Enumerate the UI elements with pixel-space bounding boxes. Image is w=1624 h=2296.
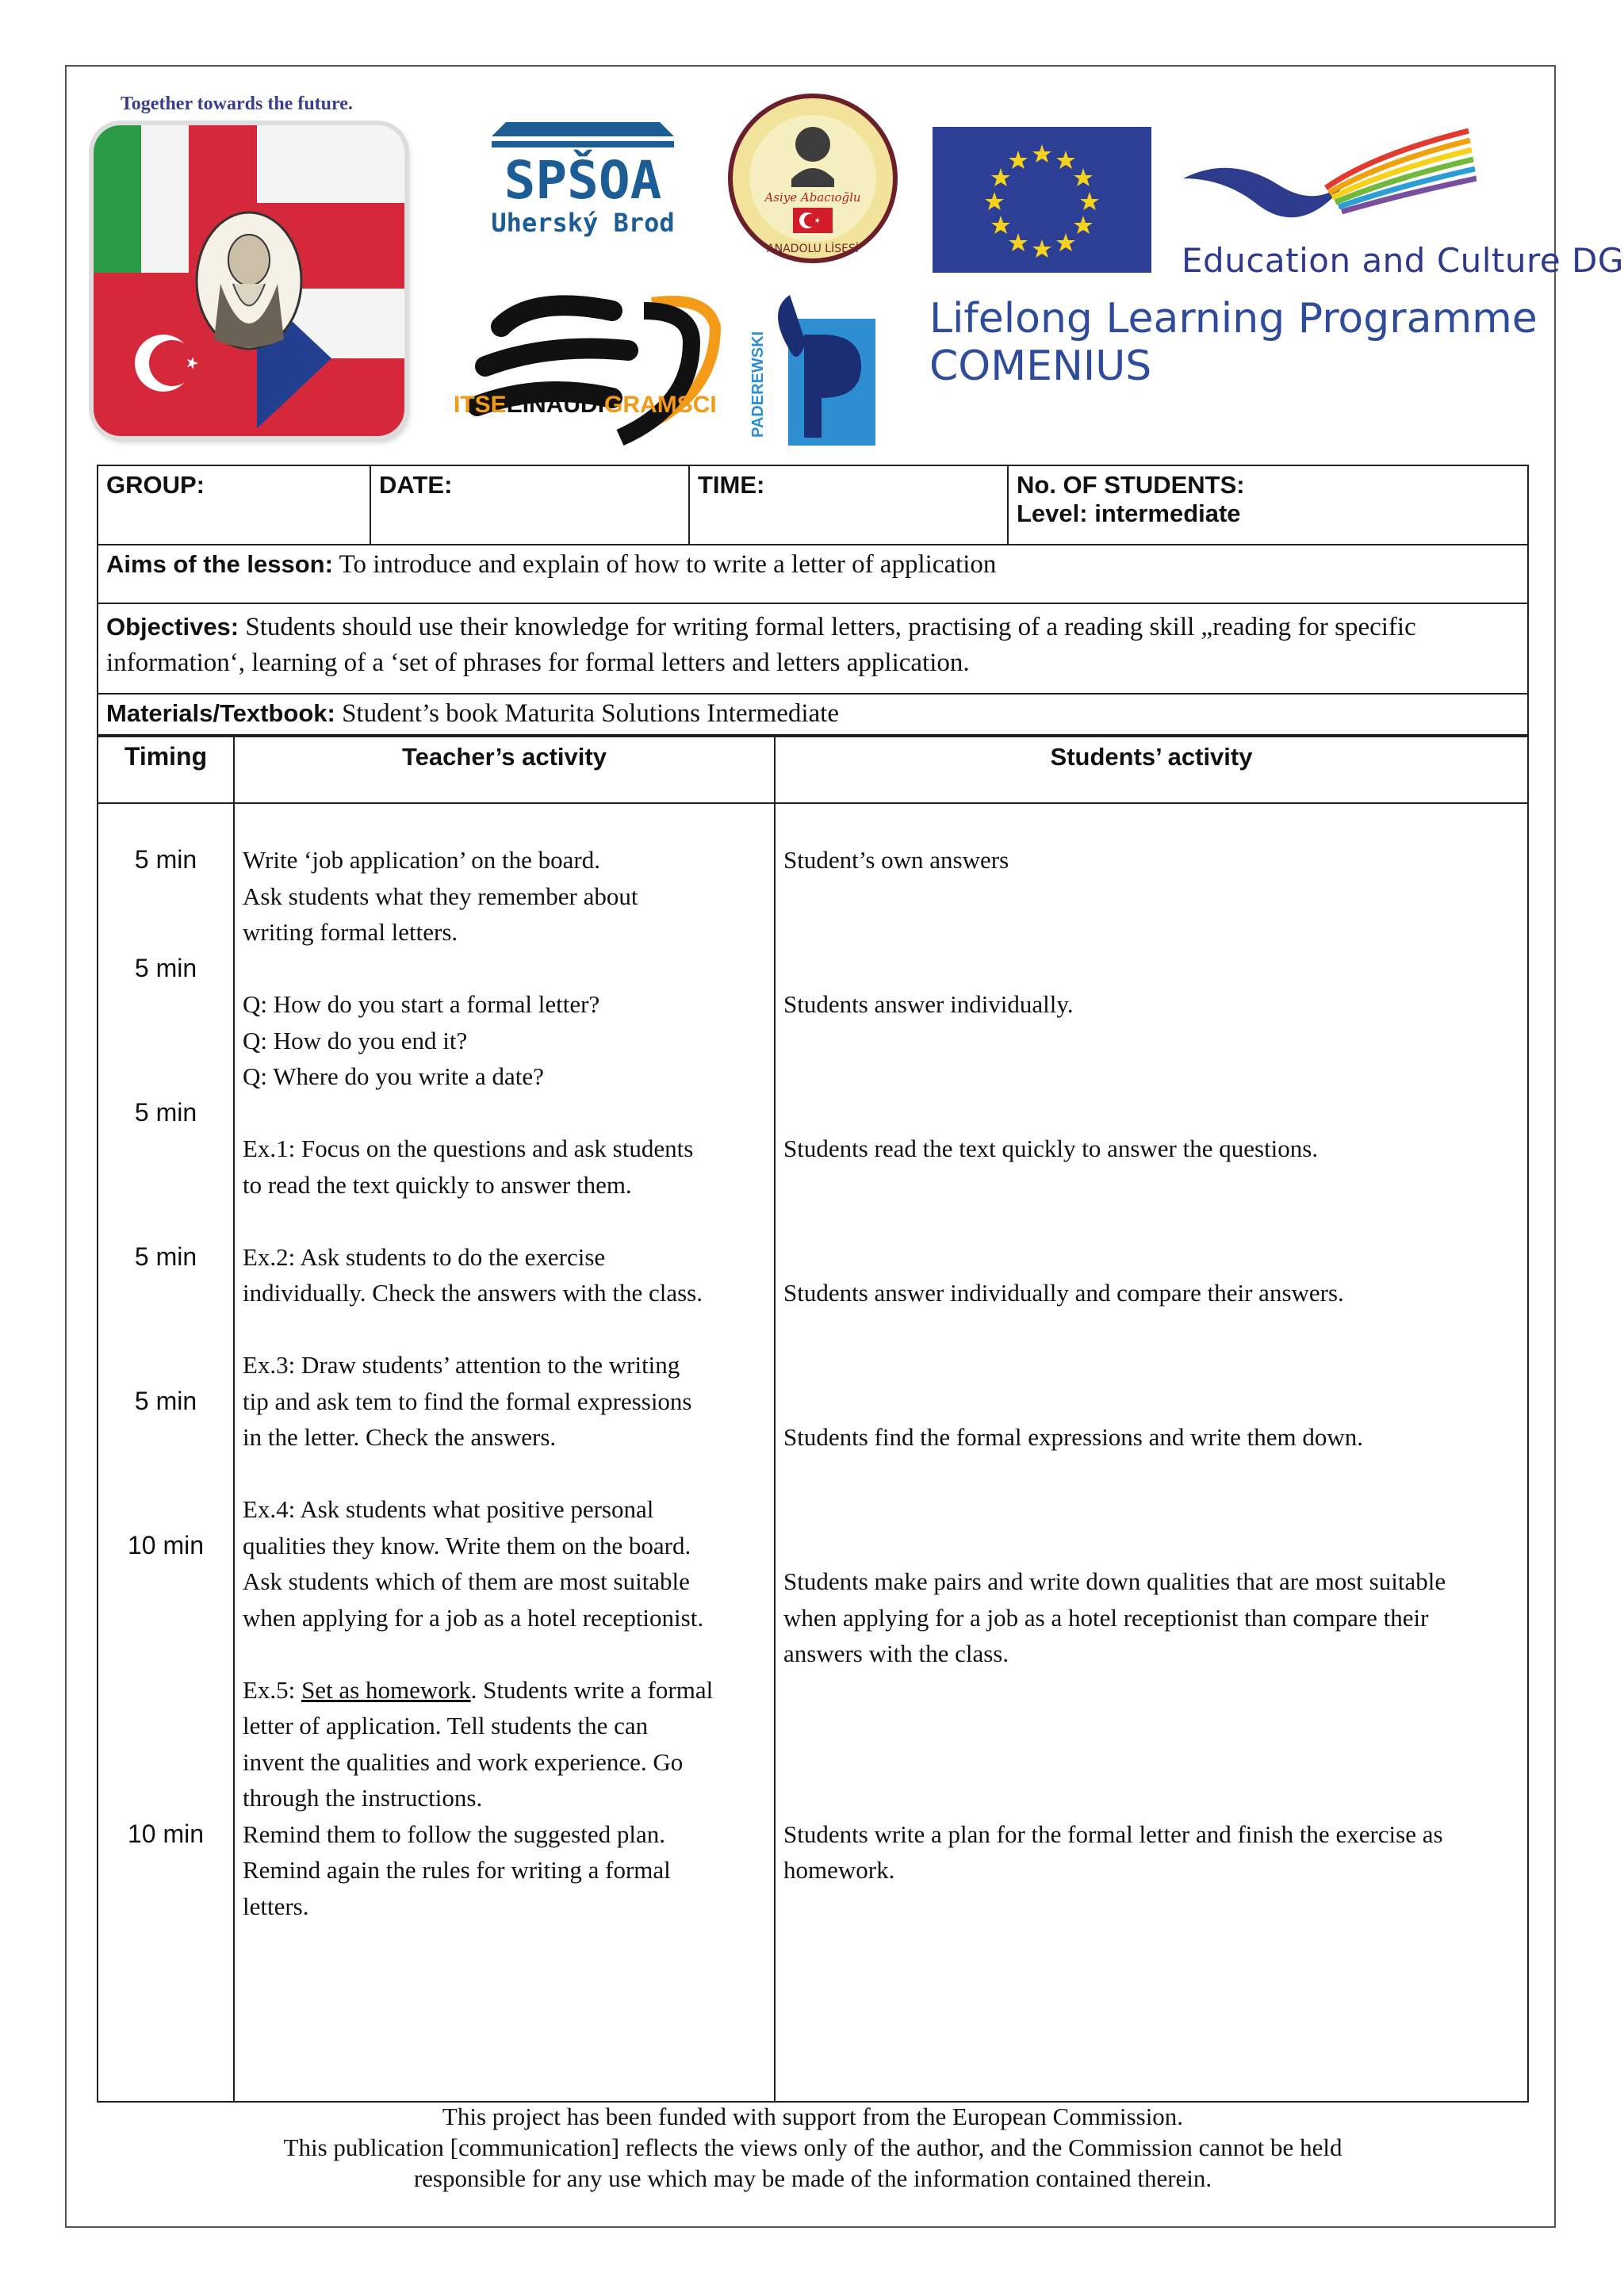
students-label: No. OF STUDENTS: bbox=[1017, 471, 1245, 499]
aims-row bbox=[98, 545, 1528, 603]
lesson-info-table bbox=[97, 465, 1529, 737]
time-cell bbox=[689, 465, 1008, 545]
student-line bbox=[783, 1058, 1519, 1095]
student-line bbox=[783, 914, 1519, 951]
student-line: Students write a plan for the formal letter and finish the exercise as bbox=[783, 1820, 1443, 1848]
student-line: Students answer individually and compare their answers. bbox=[783, 1279, 1344, 1307]
teacher-line bbox=[243, 1636, 766, 1672]
student-line bbox=[783, 878, 1519, 915]
lifelong-learning-bird-icon bbox=[1183, 123, 1477, 234]
teacher-line: invent the qualities and work experience. Go bbox=[243, 1747, 684, 1776]
teacher-line bbox=[243, 1456, 766, 1492]
student-line bbox=[783, 1383, 1519, 1420]
timing-line: 5 min bbox=[134, 1386, 197, 1415]
timing-line bbox=[106, 1203, 225, 1239]
teacher-line: letter of application. Tell students the can bbox=[243, 1712, 649, 1739]
teacher-lines bbox=[243, 842, 766, 1924]
svg-text:ITSEEINAUDIGRAMSCI bbox=[454, 392, 717, 418]
timing-line bbox=[106, 1600, 225, 1636]
group-label: GROUP: bbox=[106, 471, 205, 499]
teacher-header: Teacher’s activity bbox=[234, 735, 775, 803]
student-line bbox=[783, 1780, 1519, 1816]
teacher-line: Q: Where do you write a date? bbox=[243, 1062, 544, 1090]
teacher-line: individually. Check the answers with the class. bbox=[243, 1279, 703, 1307]
student-line bbox=[783, 1672, 1519, 1709]
teacher-line: Remind again the rules for writing a formal bbox=[243, 1856, 671, 1884]
teacher-line bbox=[243, 1095, 766, 1131]
teacher-line bbox=[243, 1311, 766, 1348]
footer-line-3: responsible for any use which may be made of the information contained therein. bbox=[413, 2164, 1212, 2192]
education-culture-dg: Education and Culture DG bbox=[1182, 241, 1624, 280]
date-cell bbox=[370, 465, 689, 545]
eg-name-1: ITSE bbox=[454, 392, 507, 418]
student-line bbox=[783, 1528, 1519, 1564]
student-line bbox=[783, 1095, 1519, 1131]
timing-column bbox=[98, 803, 234, 2102]
teacher-line: Remind them to follow the suggested plan. bbox=[243, 1820, 665, 1848]
eg-name-3: GRAMSCI bbox=[604, 392, 717, 418]
teacher-column bbox=[234, 803, 775, 2102]
timing-line bbox=[106, 1023, 225, 1059]
timing-line: 5 min bbox=[134, 953, 197, 982]
materials-text: Student’s book Maturita Solutions Intermediate bbox=[335, 699, 839, 728]
timing-line bbox=[106, 1347, 225, 1383]
timing-line bbox=[106, 1744, 225, 1781]
teacher-line: Ask students what they remember about bbox=[243, 882, 638, 910]
lesson-plan-table bbox=[97, 734, 1529, 2103]
student-line: Student’s own answers bbox=[783, 846, 1009, 874]
teacher-line: Write ‘job application’ on the board. bbox=[243, 846, 600, 874]
timing-line bbox=[106, 1672, 225, 1709]
teacher-line: to read the text quickly to answer them. bbox=[243, 1170, 632, 1199]
student-line: Students read the text quickly to answer the questions. bbox=[783, 1135, 1319, 1162]
teacher-line: Ex.4: Ask students what positive personal bbox=[243, 1495, 654, 1523]
student-line: when applying for a job as a hotel receptionist than compare their bbox=[783, 1603, 1429, 1632]
timing-line bbox=[106, 1780, 225, 1816]
timing-line bbox=[106, 1131, 225, 1167]
student-line: Students find the formal expressions and write them down. bbox=[783, 1423, 1363, 1451]
teacher-line: Ask students which of them are most suitable bbox=[243, 1567, 690, 1595]
spsoa-name: SPŠOA bbox=[504, 150, 662, 211]
teacher-line bbox=[243, 951, 766, 987]
aims-text: To introduce and explain of how to write a letter of application bbox=[332, 550, 997, 579]
footer-line-1: This project has been funded with support from the European Commission. bbox=[442, 2103, 1184, 2130]
teacher-line: qualities they know. Write them on the board. bbox=[243, 1531, 691, 1559]
level-text: Level: intermediate bbox=[1017, 499, 1241, 527]
timing-line bbox=[106, 914, 225, 951]
timing-line: 5 min bbox=[134, 1097, 197, 1127]
student-line bbox=[783, 1023, 1519, 1059]
einaudi-gramsci-logo bbox=[454, 279, 723, 455]
student-line bbox=[783, 1347, 1519, 1383]
teacher-line bbox=[243, 1203, 766, 1239]
funding-footer bbox=[97, 2101, 1529, 2194]
student-line: Students make pairs and write down qualities that are most suitable bbox=[783, 1567, 1446, 1595]
spsoa-logo bbox=[492, 105, 674, 241]
time-label: TIME: bbox=[698, 471, 765, 499]
student-line: Students answer individually. bbox=[783, 990, 1074, 1018]
ex5-homework: Set as homework bbox=[301, 1675, 471, 1704]
timing-line bbox=[106, 1311, 225, 1348]
objectives-label: Objectives: bbox=[106, 613, 239, 641]
teacher-line: Q: How do you end it? bbox=[243, 1026, 468, 1054]
aims-label: Aims of the lesson: bbox=[106, 550, 333, 578]
eg-name-2: EINAUDI bbox=[506, 392, 605, 418]
timing-line bbox=[106, 986, 225, 1023]
timing-line bbox=[106, 1563, 225, 1600]
timing-line bbox=[106, 1456, 225, 1492]
timing-line bbox=[106, 878, 225, 915]
objectives-text: Students should use their knowledge for writing formal letters, practising of a reading skill „reading for specific information‘, learning of a ‘set of phrases for formal letters and letters application. bbox=[106, 613, 1416, 677]
student-line: answers with the class. bbox=[783, 1640, 1009, 1667]
student-line bbox=[783, 951, 1519, 987]
timing-line: 5 min bbox=[134, 1242, 197, 1271]
timing-line bbox=[106, 1167, 225, 1203]
materials-label: Materials/Textbook: bbox=[106, 699, 335, 727]
timing-lines bbox=[106, 842, 225, 1852]
materials-row bbox=[98, 694, 1528, 737]
group-cell bbox=[98, 465, 370, 545]
anadolu-top: Asiye Abacıoğlu bbox=[764, 190, 861, 205]
timing-line bbox=[106, 1491, 225, 1528]
timing-line bbox=[106, 1708, 225, 1744]
student-line bbox=[783, 1167, 1519, 1203]
ex5-rest: . Students write a formal bbox=[470, 1675, 714, 1704]
teacher-line: in the letter. Check the answers. bbox=[243, 1423, 557, 1451]
date-label: DATE: bbox=[379, 471, 453, 499]
teacher-line: through the instructions. bbox=[243, 1784, 483, 1812]
llp-comenius bbox=[929, 295, 1538, 390]
paderewski-logo bbox=[742, 295, 875, 446]
student-line bbox=[783, 1744, 1519, 1781]
students-column bbox=[775, 803, 1528, 2102]
student-line bbox=[783, 1708, 1519, 1744]
timing-line bbox=[106, 1058, 225, 1095]
footer-line-2: This publication [communication] reflects the views only of the author, and the Commission cannot be held bbox=[283, 2133, 1342, 2161]
student-line bbox=[783, 1456, 1519, 1492]
teacher-line: Ex.3: Draw students’ attention to the writing bbox=[243, 1351, 680, 1379]
teacher-line: writing formal letters. bbox=[243, 918, 458, 946]
student-line bbox=[783, 1311, 1519, 1348]
eu-flag bbox=[933, 127, 1151, 273]
timing-line: 10 min bbox=[127, 1530, 205, 1559]
timing-line: 10 min bbox=[127, 1819, 205, 1848]
timing-line bbox=[106, 1419, 225, 1456]
student-lines bbox=[783, 842, 1519, 1888]
students-cell bbox=[1008, 465, 1528, 545]
teacher-line: Q: How do you start a formal letter? bbox=[243, 990, 600, 1018]
timing-line bbox=[106, 1636, 225, 1672]
teacher-line: Ex.2: Ask students to do the exercise bbox=[243, 1242, 606, 1271]
teacher-line: tip and ask tem to find the formal expressions bbox=[243, 1387, 692, 1415]
students-header: Students’ activity bbox=[775, 735, 1528, 803]
teacher-line: when applying for a job as a hotel receptionist. bbox=[243, 1603, 704, 1632]
student-line bbox=[783, 1239, 1519, 1276]
anadolu-lisesi-logo bbox=[728, 94, 898, 263]
ex5-line bbox=[243, 1672, 766, 1709]
timing-line bbox=[106, 1275, 225, 1311]
anadolu-bottom: ANADOLU LİSESİ bbox=[767, 243, 859, 255]
objectives-row bbox=[98, 603, 1528, 694]
paderewski-name: PADEREWSKI bbox=[749, 331, 767, 438]
llp-line: Lifelong Learning Programme bbox=[929, 295, 1538, 342]
spsoa-place: Uherský Brod bbox=[492, 208, 674, 238]
student-line: homework. bbox=[783, 1856, 895, 1884]
comenius-line: COMENIUS bbox=[929, 342, 1152, 390]
student-line bbox=[783, 1203, 1519, 1239]
timing-header: Timing bbox=[98, 735, 234, 803]
tagline: Together towards the future. bbox=[121, 94, 353, 114]
project-flag-logo bbox=[94, 125, 404, 436]
ex5-prefix: Ex.5: bbox=[243, 1675, 302, 1704]
student-line bbox=[783, 1491, 1519, 1528]
teacher-line: letters. bbox=[243, 1892, 309, 1920]
timing-line: 5 min bbox=[134, 845, 197, 874]
teacher-line: Ex.1: Focus on the questions and ask students bbox=[243, 1135, 694, 1162]
